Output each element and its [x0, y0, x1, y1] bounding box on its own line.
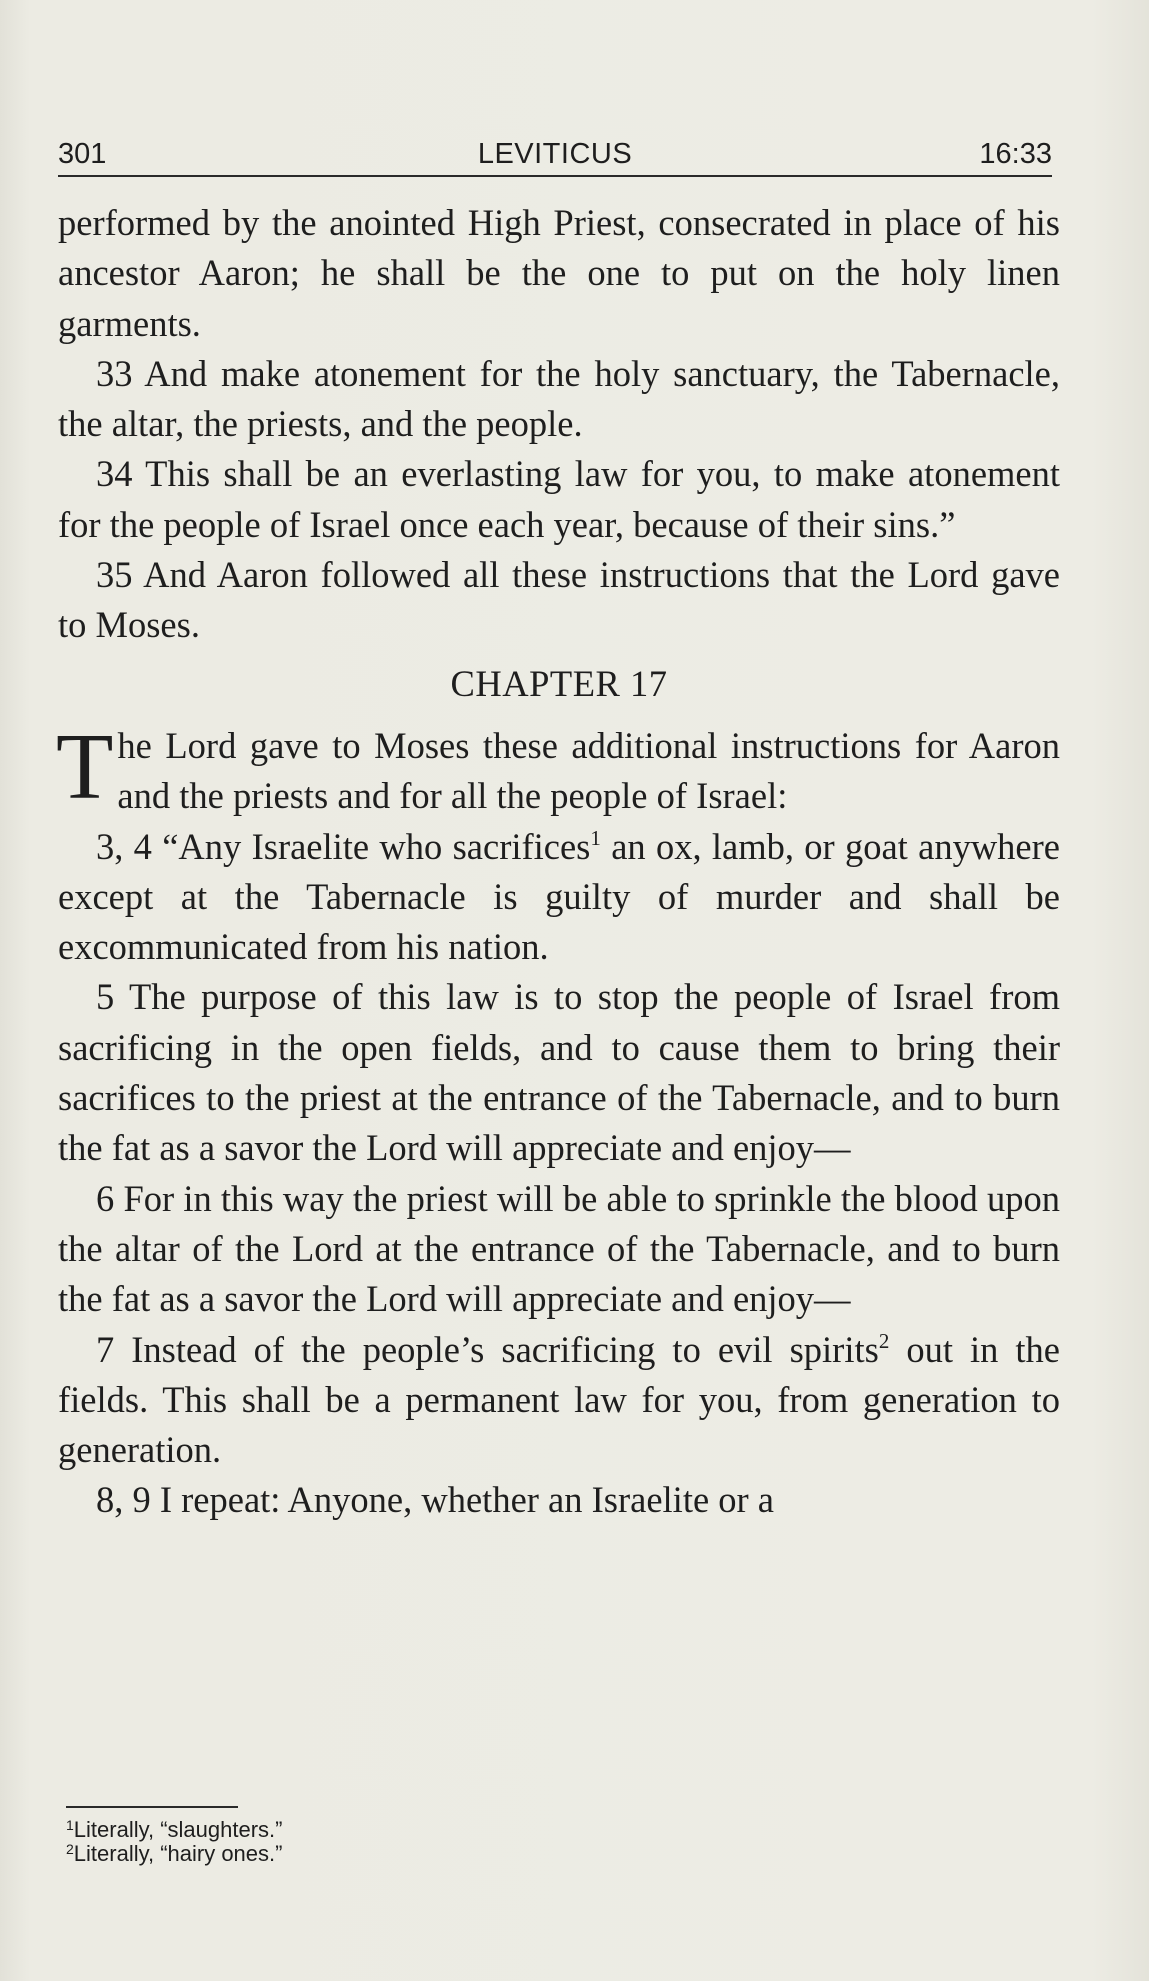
verse-reference: 16:33: [979, 138, 1052, 170]
running-header: [58, 131, 1052, 177]
body-text: [58, 198, 1060, 1526]
verse-6: 6 For in this way the priest will be able to sprinkle the blood upon the altar of the Lord at the entrance of the Tabernacle, and to burn the fat as a savor the Lord will appreciate and enjoy—: [58, 1177, 1060, 1320]
drop-cap: T: [56, 714, 114, 819]
paragraph-continuation: performed by the anointed High Priest, consecrated in place of his ancestor Aaron; he shall be the one to put on the holy linen garments.: [58, 202, 1060, 344]
verse-33: 33 And make atonement for the holy sanctuary, the Tabernacle, the altar, the priests, and the people.: [58, 352, 1060, 445]
footnote-text-2: Literally, “hairy ones.”: [73, 1841, 283, 1866]
chapter-opening-paragraph: [56, 714, 1060, 822]
verse-7-text-a: 7 Instead of the people’s sacrificing to evil spirits: [96, 1328, 879, 1370]
footnotes: [66, 1806, 766, 1866]
chapter-opening-text: he Lord gave to Moses these additional instructions for Aaron and the priests and for all the people of Israel:: [117, 724, 1060, 817]
verse-5: 5 The purpose of this law is to stop the people of Israel from sacrificing in the open fields, and to cause them to bring their sacrifices to the priest at the entrance of the Tabernacle, and to burn the fat as a savor the Lord will appreciate and enjoy—: [58, 976, 1060, 1169]
verse-7: [58, 1325, 1060, 1476]
footnote-marker-1: 1: [66, 1817, 74, 1833]
verse-8-9: 8, 9 I repeat: Anyone, whether an Israelite or a: [96, 1479, 775, 1521]
chapter-heading: CHAPTER 17: [450, 662, 668, 704]
book-title: LEVITICUS: [477, 138, 633, 170]
page-number: 301: [58, 138, 107, 170]
footnote-1: [66, 1818, 766, 1842]
footnote-ref-2: 2: [878, 1328, 890, 1353]
verse-35: 35 And Aaron followed all these instructions that the Lord gave to Moses.: [58, 554, 1060, 646]
footnote-ref-1: 1: [590, 825, 601, 850]
verse-3-4-text-b: an ox, lamb, or goat anywhere except at the Tabernacle is guilty of murder and shall be excommunicated from his nation.: [58, 825, 1060, 968]
verse-3-4: [58, 822, 1060, 973]
footnote-text-1: Literally, “slaughters.”: [73, 1817, 283, 1842]
verse-7-text-b: out in the fields. This shall be a permanent law for you, from generation to generation.: [58, 1328, 1061, 1471]
footnote-marker-2: 2: [66, 1841, 74, 1857]
footnote-rule: [66, 1806, 238, 1808]
footnote-2: [66, 1842, 766, 1866]
verse-3-4-text-a: 3, 4 “Any Israelite who sacrifices: [96, 825, 591, 867]
verse-34: 34 This shall be an everlasting law for you, to make atonement for the people of Israel once each year, because of their sins.”: [58, 453, 1060, 545]
